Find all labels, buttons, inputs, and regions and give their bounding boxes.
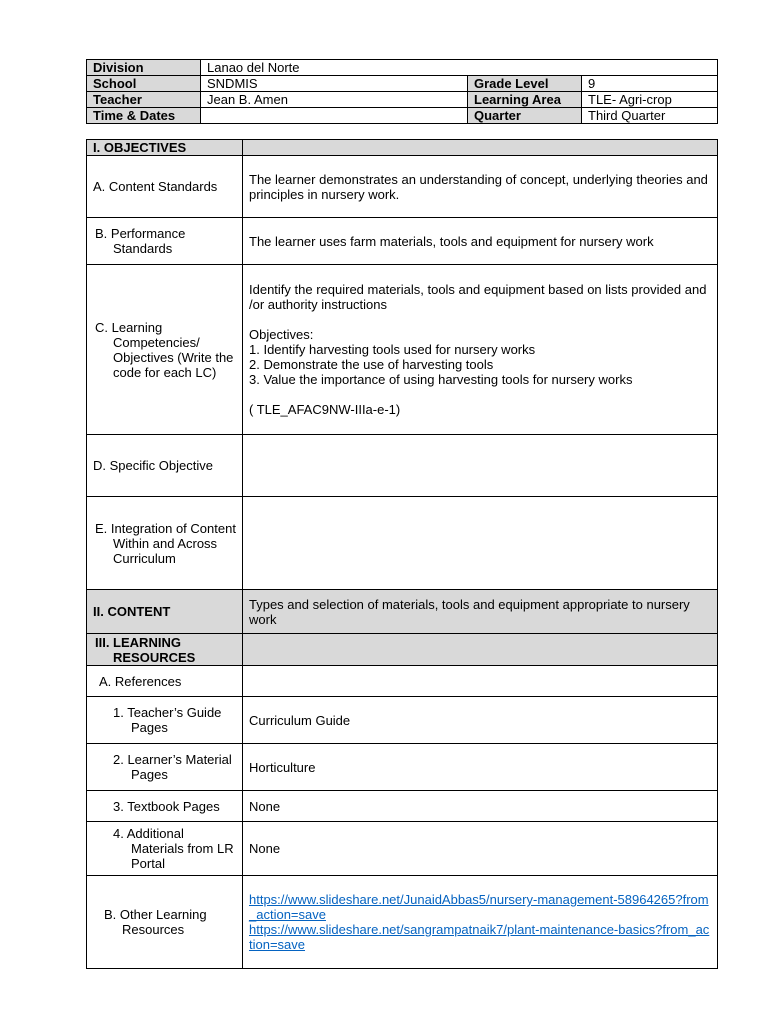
competencies-row: [87, 265, 718, 435]
other-resources-cell: [243, 876, 718, 969]
school-value: SNDMIS: [201, 76, 468, 92]
competency-code: ( TLE_AFAC9NW-IIIa-e-1): [249, 402, 401, 417]
division-row: [87, 60, 718, 76]
content-row: [87, 590, 718, 634]
quarter-value: Third Quarter: [582, 108, 718, 124]
resource-link-2[interactable]: https://www.slideshare.net/sangrampatnaik7/plant-maintenance-basics?from_action=save: [249, 922, 710, 952]
content-standards-label: A. Content Standards: [87, 156, 243, 218]
area-label: Learning Area: [468, 92, 582, 108]
objective-1: 1. Identify harvesting tools used for nursery works: [249, 342, 536, 357]
grade-value: 9: [582, 76, 718, 92]
objectives-heading-blank: [243, 140, 718, 156]
objectives-heading-row: [87, 140, 718, 156]
other-resources-label: B. Other Learning Resources: [87, 876, 243, 969]
quarter-label: Quarter: [468, 108, 582, 124]
additional-materials-value: None: [243, 822, 718, 876]
teacher-row: [87, 92, 718, 108]
objective-3: 3. Value the importance of using harvesting tools for nursery works: [249, 372, 633, 387]
division-value: Lanao del Norte: [201, 60, 718, 76]
header-table: [86, 59, 718, 124]
learners-material-label: 2. Learner’s Material Pages: [87, 744, 243, 791]
time-label: Time & Dates: [87, 108, 201, 124]
teachers-guide-label: 1. Teacher’s Guide Pages: [87, 697, 243, 744]
teacher-label: Teacher: [87, 92, 201, 108]
specific-objective-label: D. Specific Objective: [87, 435, 243, 497]
learning-resources-heading-row: [87, 634, 718, 666]
additional-materials-label: 4. Additional Materials from LR Portal: [87, 822, 243, 876]
teacher-value: Jean B. Amen: [201, 92, 468, 108]
school-row: [87, 76, 718, 92]
performance-standards-label: B. Performance Standards: [87, 218, 243, 265]
objectives-heading: I. OBJECTIVES: [87, 140, 243, 156]
content-standards-value: The learner demonstrates an understanding of concept, underlying theories and principles in nursery work.: [243, 156, 718, 218]
resource-link-1[interactable]: https://www.slideshare.net/JunaidAbbas5/nursery-management-58964265?from_action=save: [249, 892, 709, 922]
specific-objective-row: [87, 435, 718, 497]
references-value: [243, 666, 718, 697]
textbook-value: None: [243, 791, 718, 822]
competencies-label: C. Learning Competencies/ Objectives (Write the code for each LC): [87, 265, 243, 435]
references-label: A. References: [87, 666, 243, 697]
textbook-row: [87, 791, 718, 822]
grade-label: Grade Level: [468, 76, 582, 92]
division-label: Division: [87, 60, 201, 76]
learners-material-value: Horticulture: [243, 744, 718, 791]
performance-standards-row: [87, 218, 718, 265]
other-resources-row: [87, 876, 718, 969]
learning-resources-heading: III. LEARNING RESOURCES: [87, 634, 243, 666]
content-heading: II. CONTENT: [87, 590, 243, 634]
additional-materials-row: [87, 822, 718, 876]
integration-row: [87, 497, 718, 590]
specific-objective-value: [243, 435, 718, 497]
objectives-title: Objectives:: [249, 327, 314, 342]
objective-2: 2. Demonstrate the use of harvesting tools: [249, 357, 494, 372]
teachers-guide-value: Curriculum Guide: [243, 697, 718, 744]
lesson-plan-table: [86, 139, 718, 969]
textbook-label: 3. Textbook Pages: [87, 791, 243, 822]
learners-material-row: [87, 744, 718, 791]
teachers-guide-row: [87, 697, 718, 744]
school-label: School: [87, 76, 201, 92]
content-value: Types and selection of materials, tools and equipment appropriate to nursery work: [243, 590, 718, 634]
performance-standards-value: The learner uses farm materials, tools and equipment for nursery work: [243, 218, 718, 265]
learning-resources-heading-blank: [243, 634, 718, 666]
competencies-cell: [243, 265, 718, 435]
integration-value: [243, 497, 718, 590]
spacer: [249, 387, 711, 402]
time-value: [201, 108, 468, 124]
integration-label: E. Integration of Content Within and Across Curriculum: [87, 497, 243, 590]
references-row: [87, 666, 718, 697]
spacer: [249, 312, 711, 327]
area-value: TLE- Agri-crop: [582, 92, 718, 108]
content-standards-row: [87, 156, 718, 218]
competencies-intro: Identify the required materials, tools and equipment based on lists provided and /or authority instructions: [249, 282, 707, 312]
time-row: [87, 108, 718, 124]
